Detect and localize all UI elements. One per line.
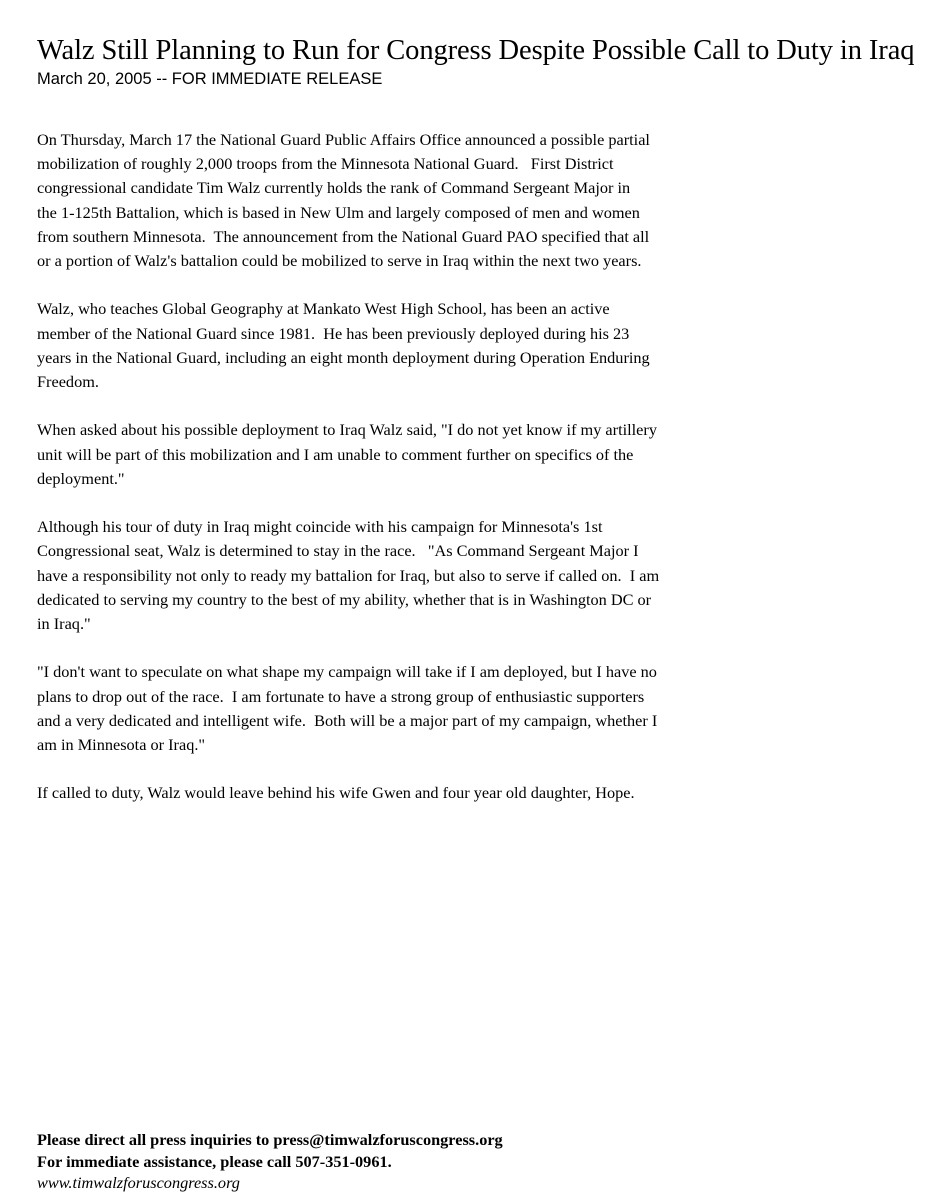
paragraph-line: plans to drop out of the race. I am fortunate to have a strong group of enthusiastic supporters	[37, 686, 645, 706]
paragraph-line: member of the National Guard since 1981. He has been previously deployed during his 23	[37, 323, 630, 343]
paragraph-line: deployment."	[37, 468, 125, 488]
paragraph-line: in Iraq."	[37, 614, 91, 634]
press-release-body	[37, 128, 707, 830]
paragraph	[37, 297, 707, 394]
paragraph-line: Although his tour of duty in Iraq might coincide with his campaign for Minnesota's 1st	[37, 517, 603, 537]
paragraph-line: Freedom.	[37, 372, 99, 392]
paragraph-line: and a very dedicated and intelligent wife. Both will be a major part of my campaign, whether I	[37, 710, 658, 730]
paragraph-line: years in the National Guard, including an eight month deployment during Operation Enduring	[37, 347, 650, 367]
paragraph-line: When asked about his possible deployment to Iraq Walz said, "I do not yet know if my artillery	[37, 420, 657, 440]
paragraph-line: Walz, who teaches Global Geography at Mankato West High School, has been an active	[37, 299, 610, 319]
paragraph-line: have a responsibility not only to ready my battalion for Iraq, but also to serve if called on. I am	[37, 565, 660, 585]
paragraph	[37, 515, 707, 636]
paragraph-line: am in Minnesota or Iraq."	[37, 735, 206, 755]
paragraph-line: from southern Minnesota. The announcement from the National Guard PAO specified that all	[37, 226, 650, 246]
paragraph-line: mobilization of roughly 2,000 troops from the Minnesota National Guard. First District	[37, 154, 614, 174]
paragraph	[37, 781, 707, 805]
paragraph-line: congressional candidate Tim Walz currently holds the rank of Command Sergeant Major in	[37, 178, 631, 198]
paragraph	[37, 660, 707, 757]
paragraph-line: or a portion of Walz's battalion could be mobilized to serve in Iraq within the next two years.	[37, 251, 642, 271]
assistance-line: For immediate assistance, please call 507-351-0961.	[37, 1151, 392, 1171]
website-link[interactable]: www.timwalzforuscongress.org	[37, 1173, 240, 1192]
paragraph-line: If called to duty, Walz would leave behind his wife Gwen and four year old daughter, Hope.	[37, 783, 635, 803]
press-inquiries-line: Please direct all press inquiries to press@timwalzforuscongress.org	[37, 1130, 503, 1149]
paragraph-line: Congressional seat, Walz is determined to stay in the race. "As Command Sergeant Major I	[37, 541, 639, 561]
paragraph	[37, 128, 707, 273]
paragraph-line: On Thursday, March 17 the National Guard Public Affairs Office announced a possible partial	[37, 130, 650, 149]
paragraph-line: "I don't want to speculate on what shape my campaign will take if I am deployed, but I have no	[37, 662, 657, 682]
dateline: March 20, 2005 -- FOR IMMEDIATE RELEASE	[37, 70, 383, 88]
paragraph	[37, 418, 707, 491]
paragraph-line: dedicated to serving my country to the best of my ability, whether that is in Washington DC or	[37, 589, 652, 609]
paragraph-line: the 1-125th Battalion, which is based in New Ulm and largely composed of men and women	[37, 202, 640, 222]
footer	[37, 1129, 503, 1194]
paragraph-line: unit will be part of this mobilization and I am unable to comment further on specifics of the	[37, 444, 634, 464]
headline: Walz Still Planning to Run for Congress Despite Possible Call to Duty in Iraq	[37, 35, 915, 66]
